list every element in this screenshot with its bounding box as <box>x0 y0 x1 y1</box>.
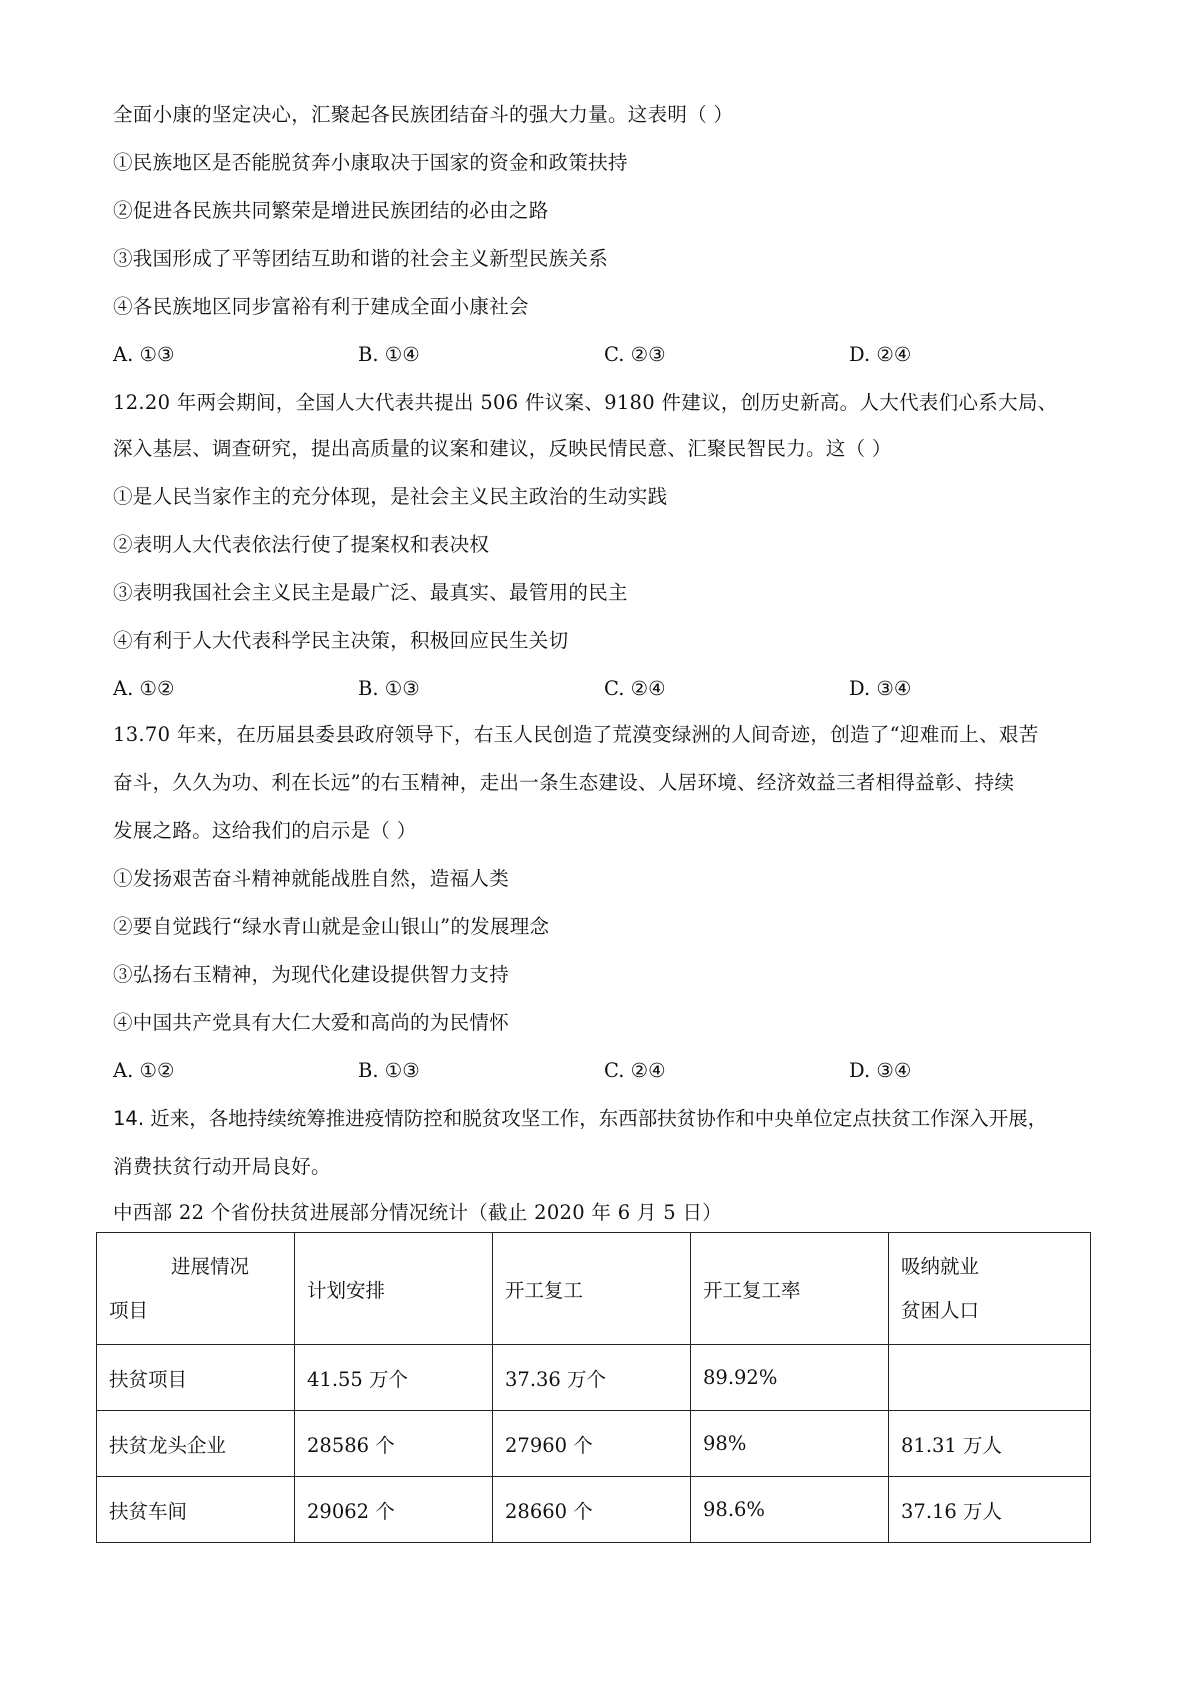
q14-table-caption: 中西部 22 个省份扶贫进展部分情况统计（截止 2020 年 6 月 5 日） <box>113 1201 723 1224</box>
q13-item-2: ②要自觉践行“绿水青山就是金山银山”的发展理念 <box>113 915 550 938</box>
q11-option-b[interactable]: B. ①④ <box>358 343 420 366</box>
q13-option-b[interactable]: B. ①③ <box>358 1059 420 1082</box>
table-cell: 89.92% <box>691 1345 889 1411</box>
header-cell: 计划安排 <box>295 1233 493 1345</box>
table-cell: 扶贫车间 <box>97 1477 295 1543</box>
q13-stem-line-2: 奋斗，久久为功、利在长远”的右玉精神，走出一条生态建设、人居环境、经济效益三者相得益彰、持续 <box>113 771 1015 794</box>
q12-option-b[interactable]: B. ①③ <box>358 677 420 700</box>
table-cell: 扶贫项目 <box>97 1345 295 1411</box>
q12-item-3: ③表明我国社会主义民主是最广泛、最真实、最管用的民主 <box>113 581 628 604</box>
table-cell: 41.55 万个 <box>295 1345 493 1411</box>
q11-item-1: ①民族地区是否能脱贫奔小康取决于国家的资金和政策扶持 <box>113 151 628 174</box>
table-cell: 98.6% <box>691 1477 889 1543</box>
q13-item-1: ①发扬艰苦奋斗精神就能战胜自然，造福人类 <box>113 867 510 890</box>
q13-stem-line-1: 13.70 年来，在历届县委县政府领导下，右玉人民创造了荒漠变绿洲的人间奇迹，创造了“迎难而上、艰苦 <box>113 723 1039 746</box>
header-corner-cell <box>97 1233 295 1345</box>
q12-item-1: ①是人民当家作主的充分体现，是社会主义民主政治的生动实践 <box>113 485 668 508</box>
poverty-stats-table <box>96 1232 1091 1543</box>
q13-option-c[interactable]: C. ②④ <box>604 1059 666 1082</box>
corner-bottom-label: 项目 <box>109 1298 149 1322</box>
table-cell: 81.31 万人 <box>889 1411 1091 1477</box>
q11-option-d[interactable]: D. ②④ <box>849 343 912 366</box>
q12-item-4: ④有利于人大代表科学民主决策，积极回应民生关切 <box>113 629 569 652</box>
q11-item-2: ②促进各民族共同繁荣是增进民族团结的必由之路 <box>113 199 549 222</box>
table-cell: 28586 个 <box>295 1411 493 1477</box>
q13-item-4: ④中国共产党具有大仁大爱和高尚的为民情怀 <box>113 1011 510 1034</box>
q12-option-a[interactable]: A. ①② <box>113 677 175 700</box>
table-cell: 扶贫龙头企业 <box>97 1411 295 1477</box>
q11-item-3: ③我国形成了平等团结互助和谐的社会主义新型民族关系 <box>113 247 609 270</box>
q12-option-c[interactable]: C. ②④ <box>604 677 666 700</box>
q14-stem-line-1: 14. 近来，各地持续统筹推进疫情防控和脱贫攻坚工作，东西部扶贫协作和中央单位定点扶贫工作深入开展， <box>113 1107 1048 1130</box>
header-cell <box>889 1233 1091 1345</box>
table-cell: 29062 个 <box>295 1477 493 1543</box>
table-cell <box>889 1345 1091 1411</box>
q12-item-2: ②表明人大代表依法行使了提案权和表决权 <box>113 533 490 556</box>
q13-stem-line-3: 发展之路。这给我们的启示是（ ） <box>113 819 417 842</box>
q11-option-c[interactable]: C. ②③ <box>604 343 666 366</box>
table-row <box>97 1411 1091 1477</box>
table-row <box>97 1477 1091 1543</box>
corner-top-label: 进展情况 <box>171 1254 250 1278</box>
table-cell: 28660 个 <box>493 1477 691 1543</box>
q11-item-4: ④各民族地区同步富裕有利于建成全面小康社会 <box>113 295 529 318</box>
q14-stem-line-2: 消费扶贫行动开局良好。 <box>113 1155 331 1178</box>
header-line: 吸纳就业 <box>901 1254 980 1278</box>
q12-option-d[interactable]: D. ③④ <box>849 677 912 700</box>
table-row <box>97 1345 1091 1411</box>
q13-option-a[interactable]: A. ①② <box>113 1059 175 1082</box>
header-cell: 开工复工 <box>493 1233 691 1345</box>
q12-stem-line-2: 深入基层、调查研究，提出高质量的议案和建议，反映民情民意、汇聚民智民力。这（ ） <box>113 437 892 460</box>
table-header-row <box>97 1233 1091 1345</box>
q11-stem: 全面小康的坚定决心，汇聚起各民族团结奋斗的强大力量。这表明（ ） <box>113 103 734 126</box>
q13-option-d[interactable]: D. ③④ <box>849 1059 912 1082</box>
header-line: 贫困人口 <box>901 1298 980 1322</box>
table-cell: 98% <box>691 1411 889 1477</box>
q11-option-a[interactable]: A. ①③ <box>113 343 175 366</box>
table-cell: 37.36 万个 <box>493 1345 691 1411</box>
q12-stem-line-1: 12.20 年两会期间，全国人大代表共提出 506 件议案、9180 件建议，创历史新高。人大代表们心系大局、 <box>113 391 1058 414</box>
q13-item-3: ③弘扬右玉精神，为现代化建设提供智力支持 <box>113 963 510 986</box>
table-cell: 37.16 万人 <box>889 1477 1091 1543</box>
header-cell: 开工复工率 <box>691 1233 889 1345</box>
table-cell: 27960 个 <box>493 1411 691 1477</box>
